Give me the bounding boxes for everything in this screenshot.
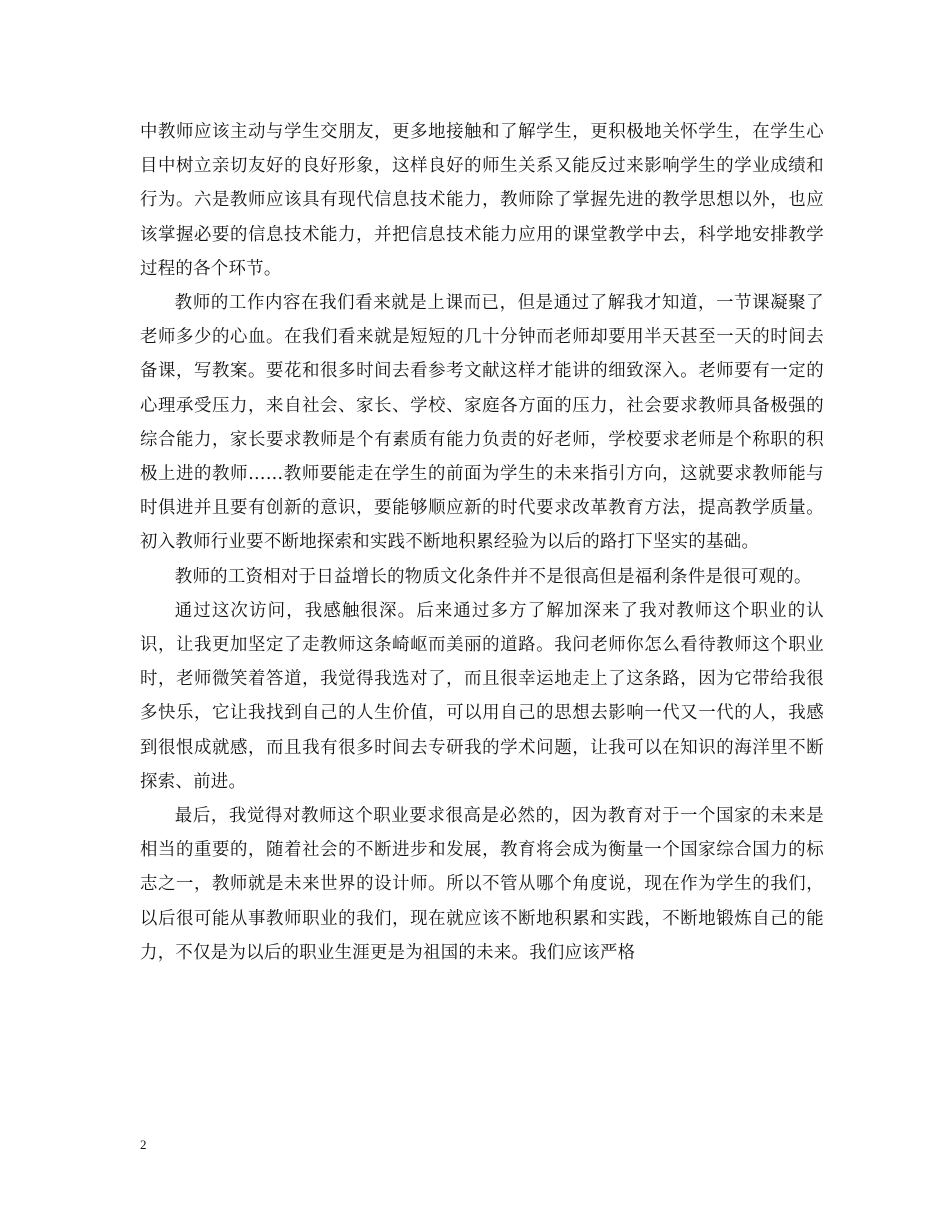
paragraph-conclusion: 最后，我觉得对教师这个职业要求很高是必然的，因为教育对于一个国家的未来是相当的重要的，随着社会的不断进步和发展，教育将会成为衡量一个国家综合国力的标志之一，教师就是未来世界的设计师。所以不管从哪个角度说，现在作为学生的我们，以后很可能从事教师职业的我们，现在就应该不断地积累和实践，不断地锻炼自己的能力，不仅是为以后的职业生涯更是为祖国的未来。我们应该严格 [140, 806, 824, 963]
paragraph-teacher-work: 教师的工作内容在我们看来就是上课而已，但是通过了解我才知道，一节课凝聚了老师多少的心血。在我们看来就是短短的几十分钟而老师却要用半天甚至一天的时间去备课，写教案。要花和很多时间去看参考文献这样才能讲的细致深入。老师要有一定的心理承受压力，来自社会、家长、学校、家庭各方面的压力，社会要求教师具备极强的综合能力，家长要求教师是个有素质有能力负责的好老师，学校要求老师是个称职的积极上进的教师……教师要能走在学生的前面为学生的未来指引方向，这就要求教师能与时俱进并且要有创新的意识，要能够顺应新的时代要求改革教育方法，提高教学质量。初入教师行业要不断地探索和实践不断地积累经验为以后的路打下坚实的基础。 [140, 293, 824, 553]
body-text [140, 115, 824, 970]
paragraph-teacher-salary: 教师的工资相对于日益增长的物质文化条件并不是很高但是福利条件是很可观的。 [174, 566, 812, 587]
paragraph-interview-reflection: 通过这次访问，我感触很深。后来通过多方了解加深来了我对教师这个职业的认识，让我更加坚定了走教师这条崎岖而美丽的道路。我问老师你怎么看待教师这个职业时，老师微笑着答道，我觉得我选对了，而且很幸运地走上了这条路，因为它带给我很多快乐，它让我找到自己的人生价值，可以用自己的思想去影响一代又一代的人，我感到很恨成就感，而且我有很多时间去专研我的学术问题，让我可以在知识的海洋里不断探索、前进。 [140, 600, 824, 792]
paragraph-continuation: 中教师应该主动与学生交朋友，更多地接触和了解学生，更积极地关怀学生，在学生心目中树立亲切友好的良好形象，这样良好的师生关系又能反过来影响学生的学业成绩和行为。六是教师应该具有现代信息技术能力，教师除了掌握先进的教学思想以外，也应该掌握必要的信息技术能力，并把信息技术能力应用的课堂教学中去，科学地安排教学过程的各个环节。 [140, 122, 824, 279]
page-number: 2 [140, 1137, 147, 1152]
